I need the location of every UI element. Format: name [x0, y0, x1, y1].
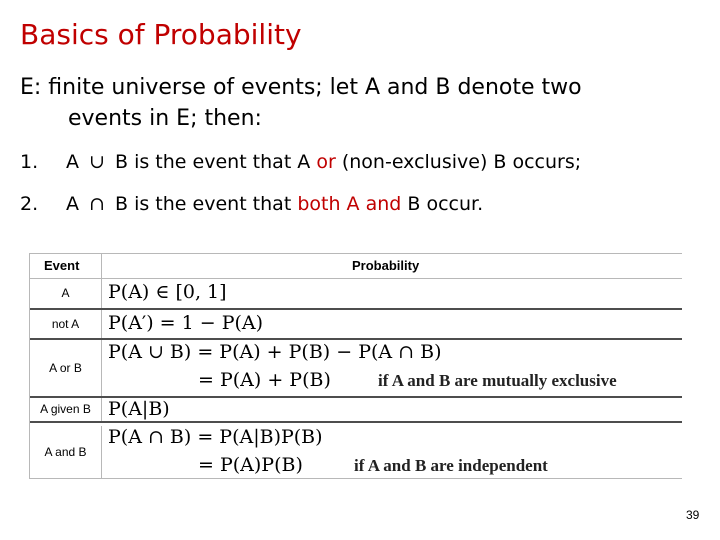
intro-text	[20, 72, 710, 134]
list-item-a: A	[66, 193, 79, 215]
intersection-symbol: ∩	[89, 193, 105, 215]
row-probability	[108, 398, 682, 421]
row-probability	[108, 310, 682, 338]
formula-line: P(A ∩ B) = P(A|B)P(B)	[108, 426, 323, 448]
list-item-text-end: (non-exclusive) B occurs;	[341, 151, 582, 173]
row-probability	[108, 426, 682, 478]
row-event: A and B	[30, 426, 102, 478]
formula-line: P(A ∪ B) = P(A) + P(B) − P(A ∩ B)	[108, 341, 442, 363]
header-probability: Probability	[352, 258, 420, 273]
table-row	[30, 340, 682, 398]
slide-title: Basics of Probability	[20, 18, 302, 51]
list-item-union	[20, 150, 581, 174]
table-header-row	[30, 254, 682, 279]
row-event: A given B	[30, 398, 102, 421]
list-item-highlight: or	[316, 151, 336, 173]
row-probability	[108, 340, 682, 396]
formula-condition: if A and B are mutually exclusive	[378, 371, 617, 390]
list-item-number: 2.	[20, 193, 39, 215]
list-item-text: B is the event that A	[115, 151, 311, 173]
table-row	[30, 398, 682, 423]
table-row	[30, 310, 682, 340]
formula-line: P(A) ∈ [0, 1]	[108, 281, 227, 303]
page-number: 39	[686, 508, 700, 522]
formula-line: = P(A)P(B)	[198, 454, 303, 476]
table-row	[30, 426, 682, 479]
table-row	[30, 279, 682, 310]
list-item-text-end: B occur.	[407, 193, 484, 215]
row-event: not A	[30, 310, 102, 338]
formula-line: P(A|B)	[108, 398, 170, 420]
intro-line-1: E: finite universe of events; let A and B denote two	[20, 75, 582, 100]
list-item-a: A	[66, 151, 79, 173]
formula-line: = P(A) + P(B)	[198, 369, 331, 391]
header-event: Event	[30, 254, 102, 278]
list-item-intersection	[20, 192, 483, 216]
formula-condition: if A and B are independent	[354, 456, 548, 475]
intro-line-2: events in E; then:	[68, 106, 262, 131]
list-item-highlight: both A and	[297, 193, 402, 215]
row-event: A or B	[30, 340, 102, 396]
list-item-number: 1.	[20, 151, 39, 173]
probability-table	[29, 253, 682, 479]
row-event: A	[30, 279, 102, 308]
formula-line: P(A′) = 1 − P(A)	[108, 312, 264, 334]
row-probability	[108, 279, 682, 308]
union-symbol: ∪	[89, 151, 105, 173]
list-item-text: B is the event that	[115, 193, 292, 215]
